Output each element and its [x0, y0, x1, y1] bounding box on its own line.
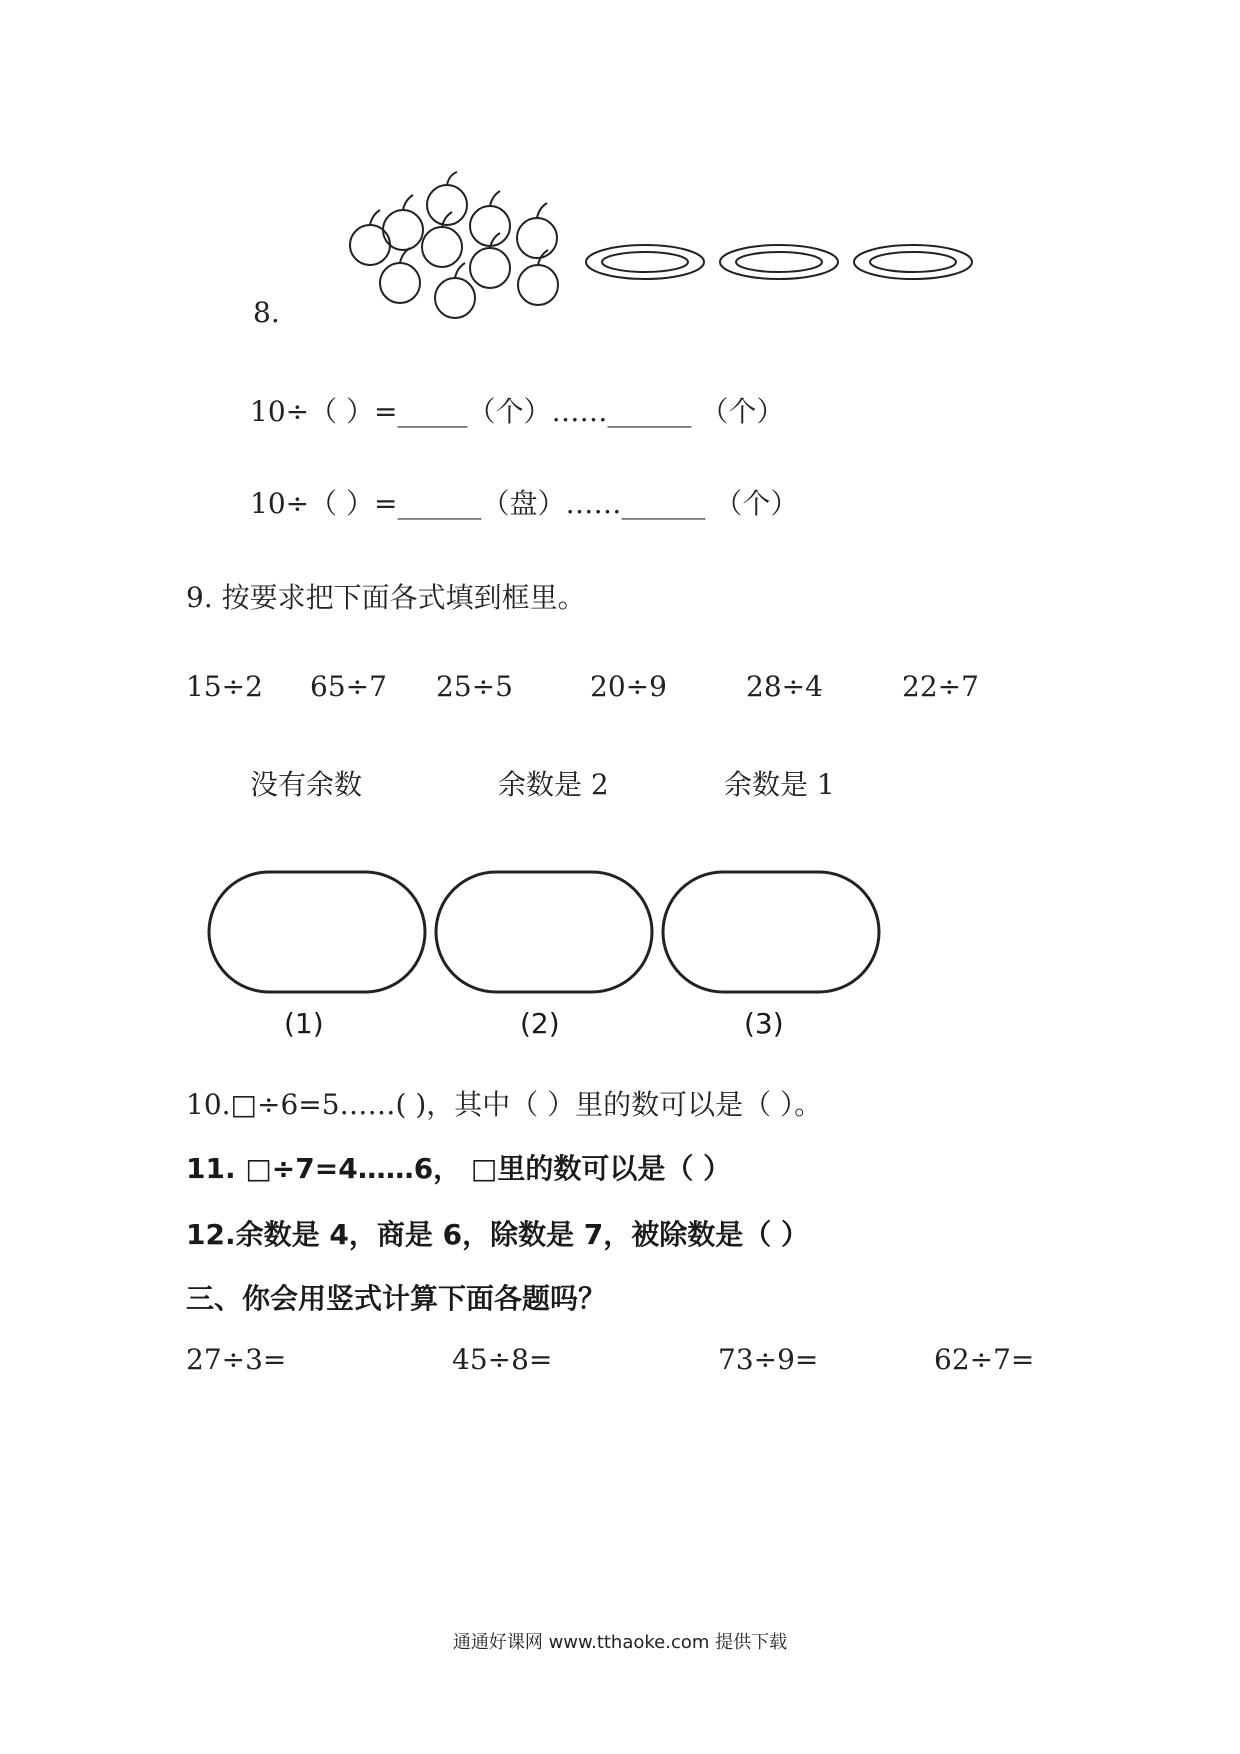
section-3-title: 三、你会用竖式计算下面各题吗？ — [186, 1282, 607, 1315]
vertical-calc-problem: 27÷3= — [186, 1343, 287, 1376]
vertical-calc-problem: 45÷8= — [452, 1343, 553, 1376]
box-label: (1) — [284, 1007, 324, 1040]
apple-icon — [470, 191, 510, 246]
q9-prompt: 9. 按要求把下面各式填到框里。 — [186, 581, 586, 614]
expression: 20÷9 — [590, 670, 667, 703]
answer-boxes — [200, 860, 890, 1000]
apple-icon — [422, 212, 462, 267]
apple-icon — [435, 263, 475, 318]
footer-text: 通通好课网 www.tthaoke.com 提供下载 — [452, 1632, 788, 1653]
q8-number: 8. — [253, 296, 280, 329]
q11-text: 11. □÷7=4……6， □里的数可以是（ ） — [186, 1152, 732, 1185]
expression: 65÷7 — [310, 670, 387, 703]
plate-icon — [582, 238, 708, 286]
answer-box-2 — [436, 872, 652, 992]
q8-line-2: 10÷（ ）=______（盘）……______ （个） — [250, 487, 799, 520]
category-label: 余数是 1 — [724, 768, 835, 801]
box-label: (3) — [744, 1007, 784, 1040]
category-label: 没有余数 — [250, 768, 363, 801]
apples-illustration — [340, 170, 570, 320]
q10-text: 10.□÷6=5……( )，其中（ ）里的数可以是（ ）。 — [186, 1088, 823, 1121]
apple-icon — [517, 203, 557, 258]
q8-line-1: 10÷（ ）=_____（个）……______ （个） — [250, 395, 785, 428]
vertical-calc-problem: 62÷7= — [934, 1343, 1035, 1376]
expression: 25÷5 — [436, 670, 513, 703]
plate-icon — [716, 238, 842, 286]
answer-box-3 — [663, 872, 879, 992]
expression: 15÷2 — [186, 670, 263, 703]
expression: 28÷4 — [746, 670, 823, 703]
answer-box-1 — [209, 872, 425, 992]
plate-icon — [850, 238, 976, 286]
expression: 22÷7 — [902, 670, 979, 703]
q12-text: 12.余数是 4，商是 6，除数是 7，被除数是（ ） — [186, 1218, 810, 1251]
category-label: 余数是 2 — [498, 768, 609, 801]
vertical-calc-problem: 73÷9= — [718, 1343, 819, 1376]
box-label: (2) — [520, 1007, 560, 1040]
